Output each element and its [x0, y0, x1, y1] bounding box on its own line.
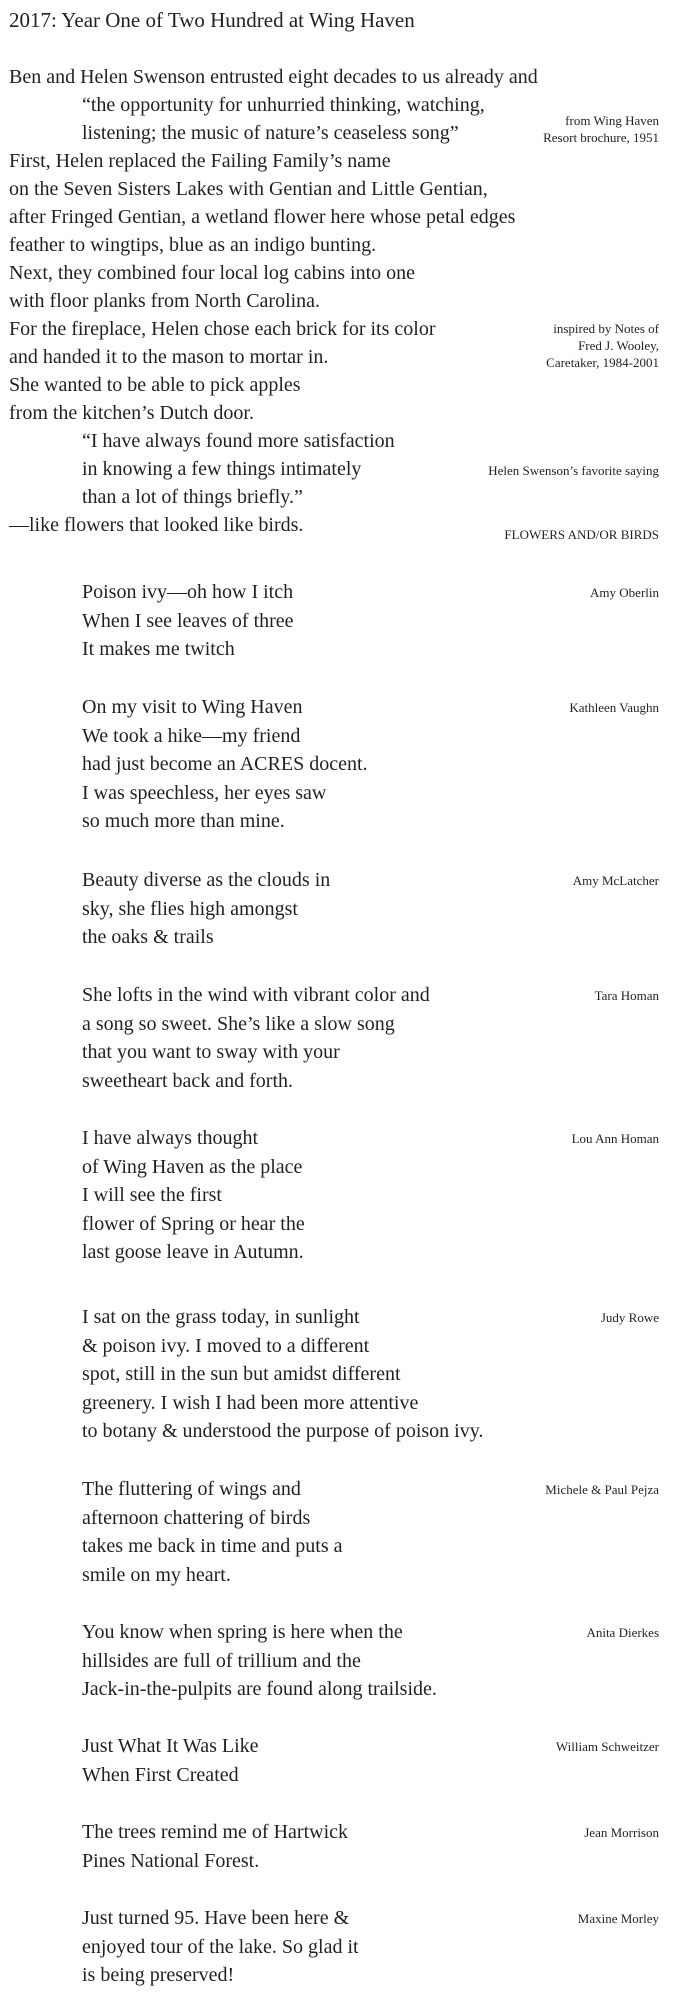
poem-line: sweetheart back and forth. — [82, 1069, 294, 1092]
poem-line: takes me back in time and puts a — [82, 1535, 343, 1557]
poem-line: I will see the first — [82, 1184, 222, 1206]
side-note: from Wing Haven Resort brochure, 1951 — [543, 113, 659, 145]
intro-line: from the kitchen’s Dutch door. — [9, 402, 254, 424]
intro-line: —like flowers that looked like birds. — [9, 514, 304, 536]
poem-line: greenery. I wish I had been more attentive — [82, 1391, 419, 1414]
poem-line: Beauty diverse as the clouds in — [82, 869, 331, 891]
poem-line: sky, she flies high amongst — [82, 897, 298, 920]
poem-author: Maxine Morley — [577, 1911, 659, 1926]
poem-line: enjoyed tour of the lake. So glad it — [82, 1935, 359, 1958]
intro-line: listening; the music of nature’s ceaseless song” — [82, 122, 459, 144]
intro-line: and handed it to the mason to mortar in. — [9, 346, 329, 368]
poem-author: Anita Dierkes — [586, 1625, 659, 1640]
poem-line: The fluttering of wings and — [82, 1478, 301, 1500]
poem-line: a song so sweet. She’s like a slow song — [82, 1012, 395, 1035]
poem-author: Kathleen Vaughn — [569, 700, 659, 715]
poem-author: Amy Oberlin — [590, 585, 659, 600]
poem-author: Michele & Paul Pejza — [545, 1482, 659, 1497]
poem-line: smile on my heart. — [82, 1563, 231, 1586]
side-note: inspired by Notes of Fred J. Wooley, Caretaker, 1984-2001 — [546, 321, 659, 370]
poem-line: of Wing Haven as the place — [82, 1155, 303, 1178]
poem-line: Poison ivy—oh how I itch — [82, 581, 294, 603]
intro-line: feather to wingtips, blue as an indigo bunting. — [9, 234, 377, 256]
poem-line: When First Created — [82, 1763, 239, 1786]
poem-line: had just become an ACRES docent. — [82, 753, 368, 775]
poem-line: hillsides are full of trillium and the — [82, 1649, 361, 1672]
intro-line: She wanted to be able to pick apples — [9, 374, 301, 396]
poem-line: the oaks & trails — [82, 926, 214, 948]
section-heading: FLOWERS AND/OR BIRDS — [504, 527, 659, 542]
intro-line: First, Helen replaced the Failing Family’s name — [9, 150, 391, 172]
poem-author: Lou Ann Homan — [571, 1131, 659, 1146]
intro-line: “I have always found more satisfaction — [82, 430, 395, 452]
poem-line: Jack-in-the-pulpits are found along trailside. — [82, 1678, 437, 1700]
poem-author: Amy McLatcher — [572, 873, 659, 888]
poem-line: I was speechless, her eyes saw — [82, 781, 327, 804]
poem-line: & poison ivy. I moved to a different — [82, 1334, 370, 1357]
intro-line: with floor planks from North Carolina. — [9, 290, 321, 312]
poem-line: It makes me twitch — [82, 638, 235, 660]
poem-line: flower of Spring or hear the — [82, 1212, 305, 1235]
intro-line: in knowing a few things intimately — [82, 458, 362, 480]
poem-line: When I see leaves of three — [82, 609, 294, 632]
poem-author: William Schweitzer — [555, 1739, 659, 1754]
poem-line: to botany & understood the purpose of poison ivy. — [82, 1420, 484, 1442]
poem-line: She lofts in the wind with vibrant color and — [82, 984, 430, 1006]
poem-line: Just What It Was Like — [82, 1735, 259, 1757]
poem-line: spot, still in the sun but amidst different — [82, 1363, 401, 1385]
poem-line: The trees remind me of Hartwick — [82, 1821, 349, 1843]
intro-line: “the opportunity for unhurried thinking, watching, — [82, 94, 485, 116]
poem-line: Pines National Forest. — [82, 1849, 260, 1872]
intro-line: on the Seven Sisters Lakes with Gentian and Little Gentian, — [9, 178, 488, 200]
poem-author: Jean Morrison — [584, 1825, 659, 1840]
side-note: Helen Swenson’s favorite saying — [488, 463, 659, 478]
poem-line: Just turned 95. Have been here & — [82, 1907, 350, 1929]
poem-line: I have always thought — [82, 1127, 259, 1149]
poem-line: so much more than mine. — [82, 810, 285, 832]
intro-line: than a lot of things briefly.” — [82, 486, 303, 508]
poem-line: is being preserved! — [82, 1964, 235, 1986]
poem-line: last goose leave in Autumn. — [82, 1241, 304, 1263]
poem-author: Tara Homan — [594, 988, 659, 1003]
intro-line: Ben and Helen Swenson entrusted eight decades to us already and — [9, 66, 538, 88]
intro-line: Next, they combined four local log cabins into one — [9, 262, 416, 284]
poem-line: You know when spring is here when the — [82, 1621, 403, 1643]
poem-line: We took a hike—my friend — [82, 724, 301, 747]
page-title: 2017: Year One of Two Hundred at Wing Haven — [9, 8, 415, 32]
poem-line: afternoon chattering of birds — [82, 1506, 311, 1529]
poem-line: I sat on the grass today, in sunlight — [82, 1306, 360, 1328]
poem-line: On my visit to Wing Haven — [82, 696, 303, 718]
intro-line: after Fringed Gentian, a wetland flower here whose petal edges — [9, 206, 516, 228]
poem-line: that you want to sway with your — [82, 1041, 340, 1063]
poem-author: Judy Rowe — [600, 1310, 659, 1325]
intro-line: For the fireplace, Helen chose each brick for its color — [9, 318, 436, 340]
